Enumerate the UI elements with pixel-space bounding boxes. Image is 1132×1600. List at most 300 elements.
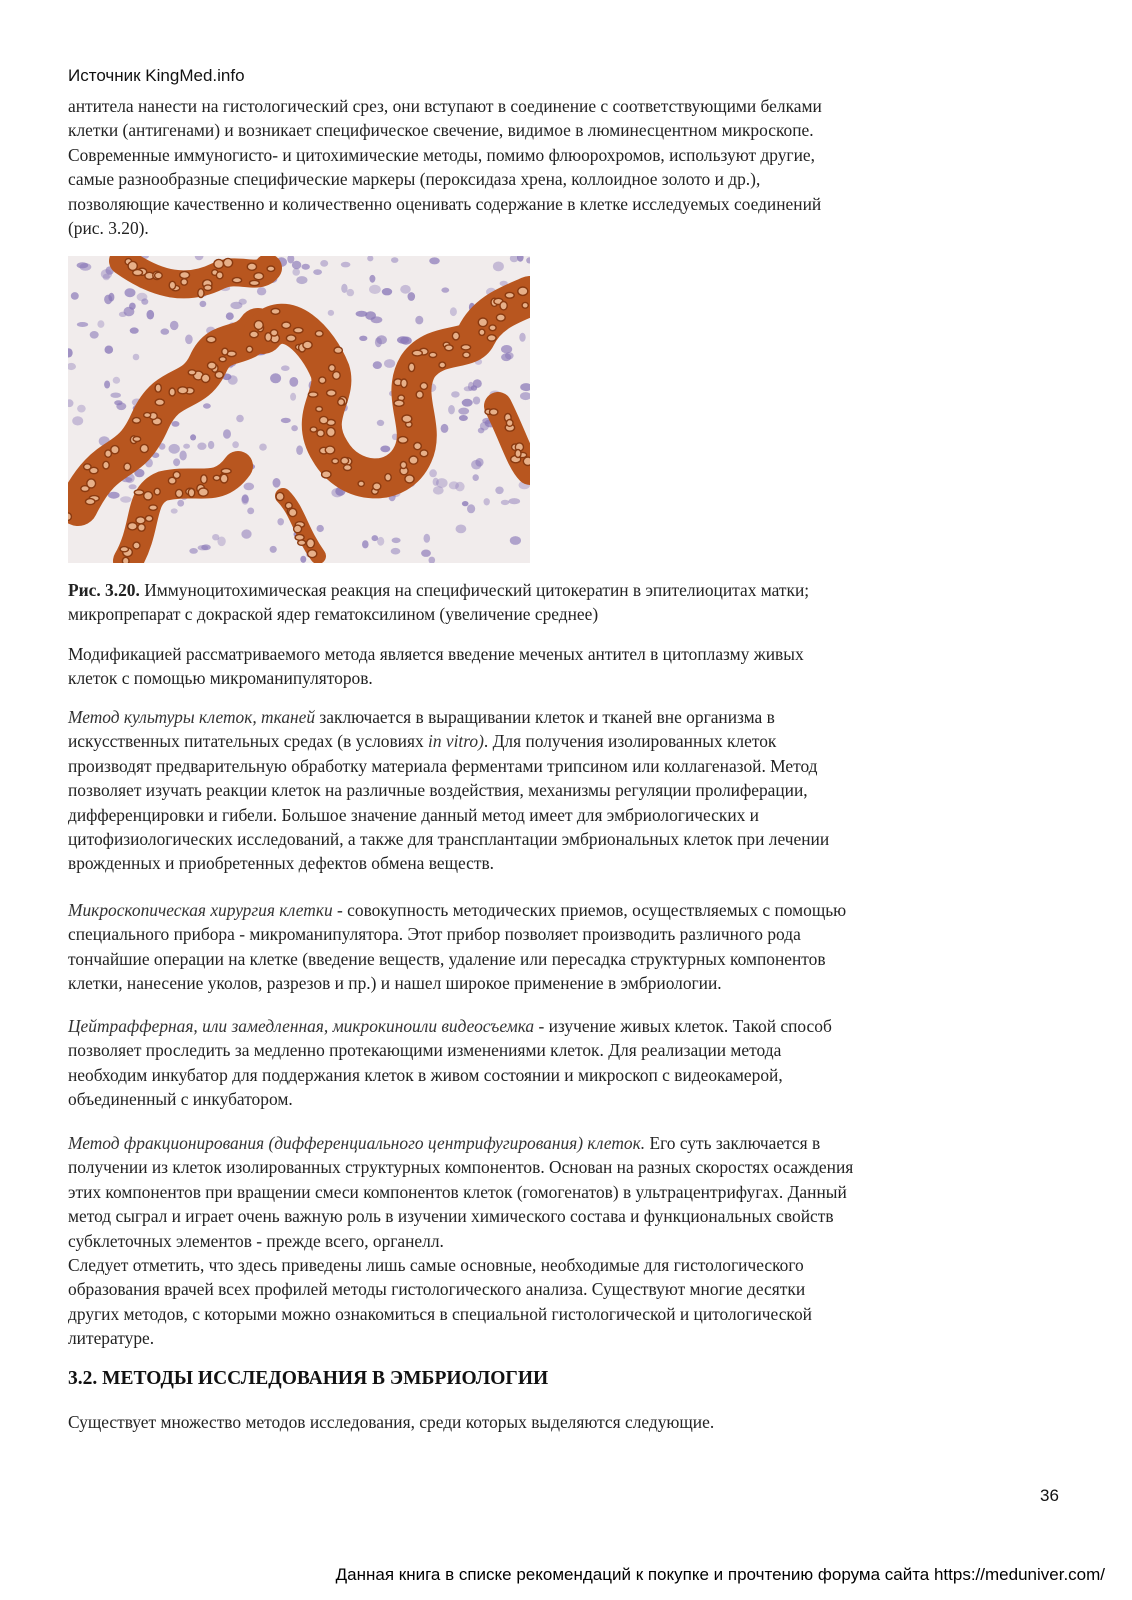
stained-cell: [298, 540, 306, 545]
stained-cell: [214, 259, 224, 268]
stained-cell: [398, 437, 408, 444]
modification-paragraph: [68, 642, 1068, 691]
stained-nucleus: [120, 496, 131, 502]
stained-nucleus: [421, 550, 431, 557]
stained-cell: [188, 370, 196, 375]
text-line: клеток с помощью микроманипуляторов.: [68, 668, 373, 689]
stained-cell: [133, 418, 141, 424]
stained-nucleus: [380, 446, 390, 453]
stained-nucleus: [270, 546, 277, 553]
stained-nucleus: [296, 276, 307, 284]
stained-cell: [294, 328, 303, 333]
text-line: цитофизиологических исследований, а также для трансплантации эмбриональных клеток при лечении: [68, 829, 830, 850]
stained-nucleus: [450, 307, 457, 316]
stained-nucleus: [113, 377, 120, 384]
stained-nucleus: [281, 365, 290, 371]
stained-nucleus: [519, 333, 525, 342]
stained-cell: [213, 475, 220, 480]
stained-cell: [120, 547, 128, 552]
timelapse-paragraph: [68, 1014, 1068, 1112]
stained-cell: [155, 384, 161, 392]
stained-nucleus: [247, 508, 254, 515]
stained-cell: [490, 409, 498, 415]
stained-cell: [173, 472, 180, 479]
stained-cell: [478, 318, 487, 327]
stained-cell: [181, 279, 188, 285]
stained-cell: [254, 321, 263, 330]
intro-paragraph: [68, 94, 1068, 240]
stained-cell: [103, 461, 109, 469]
stained-nucleus: [501, 353, 511, 361]
stained-nucleus: [108, 293, 114, 302]
stained-cell: [254, 273, 264, 280]
stained-cell: [247, 263, 256, 270]
stained-nucleus: [462, 501, 469, 506]
text-span: . Для получения изолированных клеток: [483, 731, 777, 752]
text-span: заключается в выращивании клеток и тканей вне организма в: [315, 707, 775, 727]
stained-cell: [506, 420, 513, 427]
stained-nucleus: [179, 451, 186, 461]
text-line: клетки, нанесение уколов, разрезов и пр.) и нашел широкое применение в эмбриологии.: [68, 973, 722, 994]
stained-nucleus: [313, 269, 322, 275]
stained-cell: [341, 457, 349, 464]
stained-nucleus: [137, 293, 148, 301]
stained-cell: [420, 450, 428, 457]
text-line: необходим инкубатор для поддержания клеток в живом состоянии и микроскоп с видеокамерой,: [68, 1064, 783, 1085]
stained-nucleus: [495, 487, 503, 495]
stained-cell: [216, 272, 223, 279]
stained-cell: [445, 345, 453, 351]
method-term: Цейтрафферная, или замедленная, микрокиноили видеосъемка: [68, 1016, 535, 1036]
stained-cell: [208, 362, 217, 369]
stained-nucleus: [372, 535, 379, 541]
stained-nucleus: [501, 345, 512, 353]
stained-nucleus: [290, 393, 296, 401]
stained-nucleus: [291, 425, 298, 431]
stained-nucleus: [397, 336, 409, 343]
stained-cell: [489, 325, 496, 331]
stained-nucleus: [241, 529, 251, 538]
text-line: [68, 1131, 1068, 1155]
stained-cell: [412, 350, 422, 356]
stained-cell: [333, 372, 341, 380]
stained-nucleus: [244, 483, 255, 491]
text-line: врожденных и приобретенных дефектов обмена веществ.: [68, 853, 495, 874]
stained-cell: [198, 289, 204, 298]
stained-cell: [271, 309, 280, 315]
page-number: 36: [1040, 1486, 1059, 1505]
stained-cell: [329, 365, 336, 372]
text-line: [68, 705, 1068, 729]
stained-nucleus: [289, 377, 298, 387]
microsurgery-paragraph: [68, 898, 1068, 996]
stained-cell: [144, 492, 153, 500]
stained-nucleus: [509, 498, 521, 504]
stained-nucleus: [429, 469, 437, 477]
stained-cell: [358, 481, 364, 486]
stained-nucleus: [376, 335, 387, 344]
stained-nucleus: [77, 322, 88, 327]
figure-caption: [68, 578, 1068, 627]
stained-cell: [515, 450, 521, 458]
stained-nucleus: [190, 434, 196, 440]
stained-cell: [303, 341, 312, 349]
text-line: [68, 898, 1068, 922]
stained-nucleus: [449, 481, 459, 489]
stained-cell: [400, 462, 406, 469]
stained-cell: [315, 331, 323, 337]
stained-nucleus: [467, 504, 475, 513]
figure-label: Рис. 3.20.: [68, 580, 140, 600]
stained-cell: [138, 524, 145, 531]
stained-nucleus: [300, 556, 306, 563]
stained-nucleus: [171, 508, 178, 513]
stained-nucleus: [473, 474, 479, 481]
stained-nucleus: [462, 399, 473, 407]
stained-cell: [124, 463, 131, 470]
stained-cell: [128, 261, 137, 270]
stained-nucleus: [341, 262, 351, 268]
stained-cell: [68, 513, 71, 520]
stained-nucleus: [72, 416, 83, 425]
stained-nucleus: [473, 397, 480, 405]
stained-cell: [327, 390, 336, 396]
stained-nucleus: [317, 525, 324, 532]
stained-cell: [461, 345, 470, 350]
stained-cell: [452, 332, 459, 340]
stained-nucleus: [377, 420, 384, 426]
text-line: литературе.: [68, 1328, 155, 1349]
stained-cell: [128, 523, 137, 530]
stained-nucleus: [493, 262, 504, 272]
stained-cell: [149, 505, 157, 510]
stained-cell: [178, 387, 188, 394]
stained-cell: [409, 363, 415, 372]
stained-cell: [317, 430, 324, 437]
stained-nucleus: [185, 335, 193, 345]
caption-line: микропрепарат с докраской ядер гематоксилином (увеличение среднее): [68, 604, 599, 625]
stained-cell: [420, 383, 427, 390]
stained-nucleus: [116, 403, 126, 411]
text-line: получении из клеток изолированных структурных компонентов. Основан на разных скоростях осаждения: [68, 1157, 854, 1178]
section-heading: 3.2. МЕТОДЫ ИССЛЕДОВАНИЯ В ЭМБРИОЛОГИИ: [68, 1368, 549, 1389]
stained-nucleus: [369, 285, 381, 294]
stained-nucleus: [408, 292, 416, 301]
stained-cell: [169, 388, 175, 396]
stained-cell: [134, 490, 143, 495]
stained-nucleus: [448, 405, 455, 414]
stained-cell: [308, 550, 317, 558]
stained-nucleus: [77, 405, 86, 413]
stained-cell: [322, 471, 331, 478]
stained-nucleus: [108, 492, 120, 499]
text-span: - совокупность методических приемов, осуществляемых с помощью: [332, 900, 847, 920]
stained-cell: [282, 322, 291, 328]
text-line: клетки (антигенами) и возникает специфическое свечение, видимое в люминесцентном микроскопе.: [68, 120, 814, 141]
stained-nucleus: [277, 518, 284, 525]
stained-cell: [294, 525, 302, 533]
text-line: позволяет проследить за медленно протекающими изменениями клеток. Для реализации метода: [68, 1040, 782, 1061]
stained-nucleus: [110, 393, 121, 398]
stained-cell: [429, 352, 437, 357]
stained-cell: [327, 428, 336, 437]
stained-cell: [295, 535, 304, 541]
stained-cell: [463, 352, 470, 358]
stained-nucleus: [177, 500, 184, 507]
stained-nucleus: [270, 373, 281, 383]
stained-nucleus: [458, 408, 469, 415]
stained-cell: [316, 407, 323, 412]
stained-nucleus: [105, 346, 114, 354]
text-line: образования врачей всех профилей методы гистологического анализа. Существуют многие десятки: [68, 1279, 806, 1300]
stained-nucleus: [392, 538, 401, 544]
stained-cell: [332, 459, 339, 464]
stained-cell: [155, 272, 163, 278]
stained-nucleus: [281, 418, 291, 423]
stained-cell: [145, 516, 152, 522]
stained-nucleus: [198, 545, 209, 550]
stained-nucleus: [391, 257, 398, 263]
text-line: самые разнообразные специфические маркеры (пероксидаза хрена, коллоидное золото и др.),: [68, 169, 761, 190]
stained-cell: [155, 399, 164, 405]
text-span: искусственных питательных средах (в условиях: [68, 731, 428, 752]
stained-cell: [286, 335, 295, 342]
italic-term: in vitro): [428, 731, 484, 752]
stained-cell: [320, 416, 328, 423]
stained-cell: [505, 292, 514, 298]
stained-nucleus: [130, 327, 139, 333]
stained-nucleus: [320, 260, 328, 267]
stained-nucleus: [384, 359, 395, 368]
stained-nucleus: [451, 391, 460, 397]
stained-nucleus: [232, 441, 239, 448]
stained-nucleus: [356, 311, 368, 317]
stained-cell: [373, 483, 381, 490]
stained-nucleus: [328, 310, 334, 316]
text-line: [68, 729, 1068, 753]
stained-nucleus: [471, 460, 481, 470]
stained-cell: [344, 465, 352, 471]
text-line: субклеточных элементов - прежде всего, органелл.: [68, 1230, 444, 1251]
stained-cell: [222, 348, 228, 355]
stained-nucleus: [257, 287, 266, 295]
stained-nucleus: [104, 381, 110, 389]
fractionation-paragraph: [68, 1131, 1068, 1351]
stained-cell: [133, 542, 140, 549]
stained-cell: [338, 399, 345, 406]
stained-nucleus: [259, 444, 267, 451]
stained-cell: [133, 270, 143, 276]
stained-nucleus: [347, 289, 355, 296]
stained-cell: [479, 329, 485, 335]
stained-cell: [401, 379, 407, 388]
stained-nucleus: [359, 336, 367, 341]
stained-cell: [276, 492, 284, 500]
stained-cell: [319, 377, 326, 384]
stained-nucleus: [241, 495, 249, 505]
text-line: Модификацией рассматриваемого метода является введение меченых антител в цитоплазму живых: [68, 644, 804, 664]
text-line: позволяет изучать реакции клеток на различные воздействия, механизмы регуляции пролиферации,: [68, 780, 808, 801]
stained-cell: [405, 475, 414, 483]
stained-cell: [518, 287, 528, 295]
stained-cell: [169, 281, 175, 289]
section-intro-paragraph: Существует множество методов исследования, среди которых выделяются следующие.: [68, 1412, 715, 1432]
stained-cell: [416, 391, 423, 398]
stained-cell: [267, 266, 275, 271]
stained-nucleus: [362, 540, 369, 548]
stained-cell: [87, 479, 96, 488]
text-line: производят предварительную обработку материала ферментами трипсином или коллагеназой. Метод: [68, 755, 818, 776]
stained-nucleus: [223, 429, 231, 438]
stained-cell: [289, 508, 297, 516]
stained-nucleus: [101, 269, 112, 279]
stained-cell: [223, 258, 232, 267]
stained-nucleus: [456, 525, 467, 534]
stained-cell: [220, 474, 228, 483]
text-line: объединенный с инкубатором.: [68, 1089, 293, 1110]
stained-cell: [204, 285, 212, 291]
stained-nucleus: [484, 498, 490, 505]
stained-nucleus: [125, 288, 136, 297]
stained-cell: [500, 302, 507, 310]
stained-cell: [201, 475, 207, 484]
stained-nucleus: [133, 354, 140, 361]
stained-cell: [409, 456, 418, 464]
text-line: специального прибора - микроманипулятора. Этот прибор позволяет производить различного рода: [68, 924, 801, 945]
stained-cell: [308, 392, 317, 397]
stained-nucleus: [415, 316, 423, 325]
stained-nucleus: [129, 484, 137, 489]
stained-nucleus: [369, 275, 375, 283]
stained-nucleus: [273, 478, 281, 488]
stained-nucleus: [170, 321, 179, 330]
stained-nucleus: [71, 292, 79, 300]
stained-cell: [221, 469, 231, 474]
text-line: метод сыграл и играет очень важную роль в изучении химического состава и функциональных свойств: [68, 1206, 834, 1227]
text-line: дифференцировки и гибели. Большое значение данный метод имеет для эмбриологических и: [68, 804, 759, 825]
stained-nucleus: [341, 284, 347, 293]
stained-nucleus: [510, 536, 521, 545]
method-term: Метод фракционирования (дифференциального центрифугирования) клеток.: [68, 1133, 646, 1153]
text-line: этих компонентов при вращении смеси компонентов клеток (гомогенатов) в ультрацентрифугах. Данный: [68, 1181, 847, 1202]
stained-nucleus: [189, 548, 198, 554]
stained-nucleus: [226, 312, 234, 320]
stained-cell: [84, 464, 91, 470]
stained-cell: [325, 446, 334, 454]
stained-cell: [496, 314, 505, 321]
stained-cell: [271, 330, 278, 336]
stained-cell: [111, 446, 119, 454]
stained-nucleus: [441, 287, 449, 292]
stained-nucleus: [147, 310, 155, 320]
text-line: Следует отметить, что здесь приведены лишь самые основные, необходимые для гистологического: [68, 1255, 804, 1276]
stained-cell: [136, 517, 145, 524]
footer-note: Данная книга в списке рекомендаций к покупке и прочтению форума сайта https://meduniver.com/: [335, 1565, 1105, 1584]
text-line: антитела нанести на гистологический срез, они вступают в соединение с соответствующими белками: [68, 96, 822, 116]
stained-nucleus: [373, 361, 382, 369]
stained-nucleus: [97, 320, 104, 328]
stained-cell: [144, 413, 151, 418]
stained-cell: [402, 415, 412, 423]
micrograph-image: [68, 256, 530, 563]
text-line: позволяющие качественно и количественно оценивать содержание в клетке исследуемых соединений: [68, 193, 822, 214]
stained-cell: [307, 539, 315, 548]
stained-cell: [310, 427, 317, 432]
stained-nucleus: [292, 268, 300, 275]
stained-nucleus: [459, 415, 468, 421]
stained-nucleus: [200, 301, 207, 307]
stained-nucleus: [80, 263, 92, 271]
stained-cell: [176, 489, 183, 497]
stained-nucleus: [208, 441, 214, 449]
method-term: Метод культуры клеток, тканей: [68, 707, 316, 727]
stained-cell: [487, 335, 496, 341]
stained-nucleus: [400, 285, 411, 294]
stained-nucleus: [382, 288, 392, 295]
stained-nucleus: [197, 443, 206, 450]
caption-text: Иммуноцитохимическая реакция на специфический цитокератин в эпителиоцитах матки;: [139, 580, 810, 600]
stained-cell: [180, 272, 190, 279]
stained-cell: [232, 278, 241, 283]
stained-nucleus: [90, 331, 99, 339]
stained-cell: [250, 331, 259, 338]
method-term: Микроскопическая хирургия клетки: [68, 900, 333, 920]
stained-cell: [523, 457, 530, 465]
stained-cell: [385, 474, 391, 481]
stained-cell: [250, 280, 260, 285]
stained-nucleus: [161, 328, 170, 334]
stained-nucleus: [203, 403, 211, 408]
text-span: Его суть заключается в: [645, 1133, 821, 1153]
culture-method-paragraph: [68, 705, 1068, 876]
text-span: - изучение живых клеток. Такой способ: [534, 1016, 832, 1036]
stained-nucleus: [377, 537, 384, 546]
stained-nucleus: [217, 537, 225, 547]
stained-cell: [207, 336, 216, 342]
stained-nucleus: [433, 478, 439, 486]
stained-nucleus: [230, 302, 242, 309]
stained-nucleus: [501, 500, 509, 505]
stained-nucleus: [424, 534, 431, 543]
stained-cell: [122, 557, 129, 563]
stained-nucleus: [429, 257, 440, 264]
stained-cell: [215, 371, 223, 378]
stained-cell: [246, 346, 252, 352]
text-line: [68, 1014, 1068, 1038]
source-header: Источник KingMed.info: [68, 66, 245, 85]
text-line: других методов, с которыми можно ознакомиться в специальной гистологической и цитологической: [68, 1303, 812, 1324]
stained-cell: [439, 362, 446, 368]
stained-nucleus: [371, 316, 383, 323]
stained-cell: [334, 347, 342, 353]
stained-cell: [140, 444, 148, 452]
stained-nucleus: [183, 444, 190, 449]
stained-cell: [201, 374, 209, 382]
stained-cell: [414, 443, 422, 450]
stained-cell: [394, 400, 404, 406]
stained-nucleus: [302, 264, 310, 270]
stained-nucleus: [296, 445, 303, 455]
stained-nucleus: [391, 548, 401, 555]
caption-line: [68, 578, 1068, 602]
stained-cell: [522, 302, 528, 308]
stained-nucleus: [169, 444, 180, 454]
stained-cell: [86, 499, 95, 505]
stained-nucleus: [464, 386, 472, 391]
stained-cell: [188, 489, 194, 497]
stained-nucleus: [173, 458, 180, 466]
stained-cell: [154, 488, 160, 495]
